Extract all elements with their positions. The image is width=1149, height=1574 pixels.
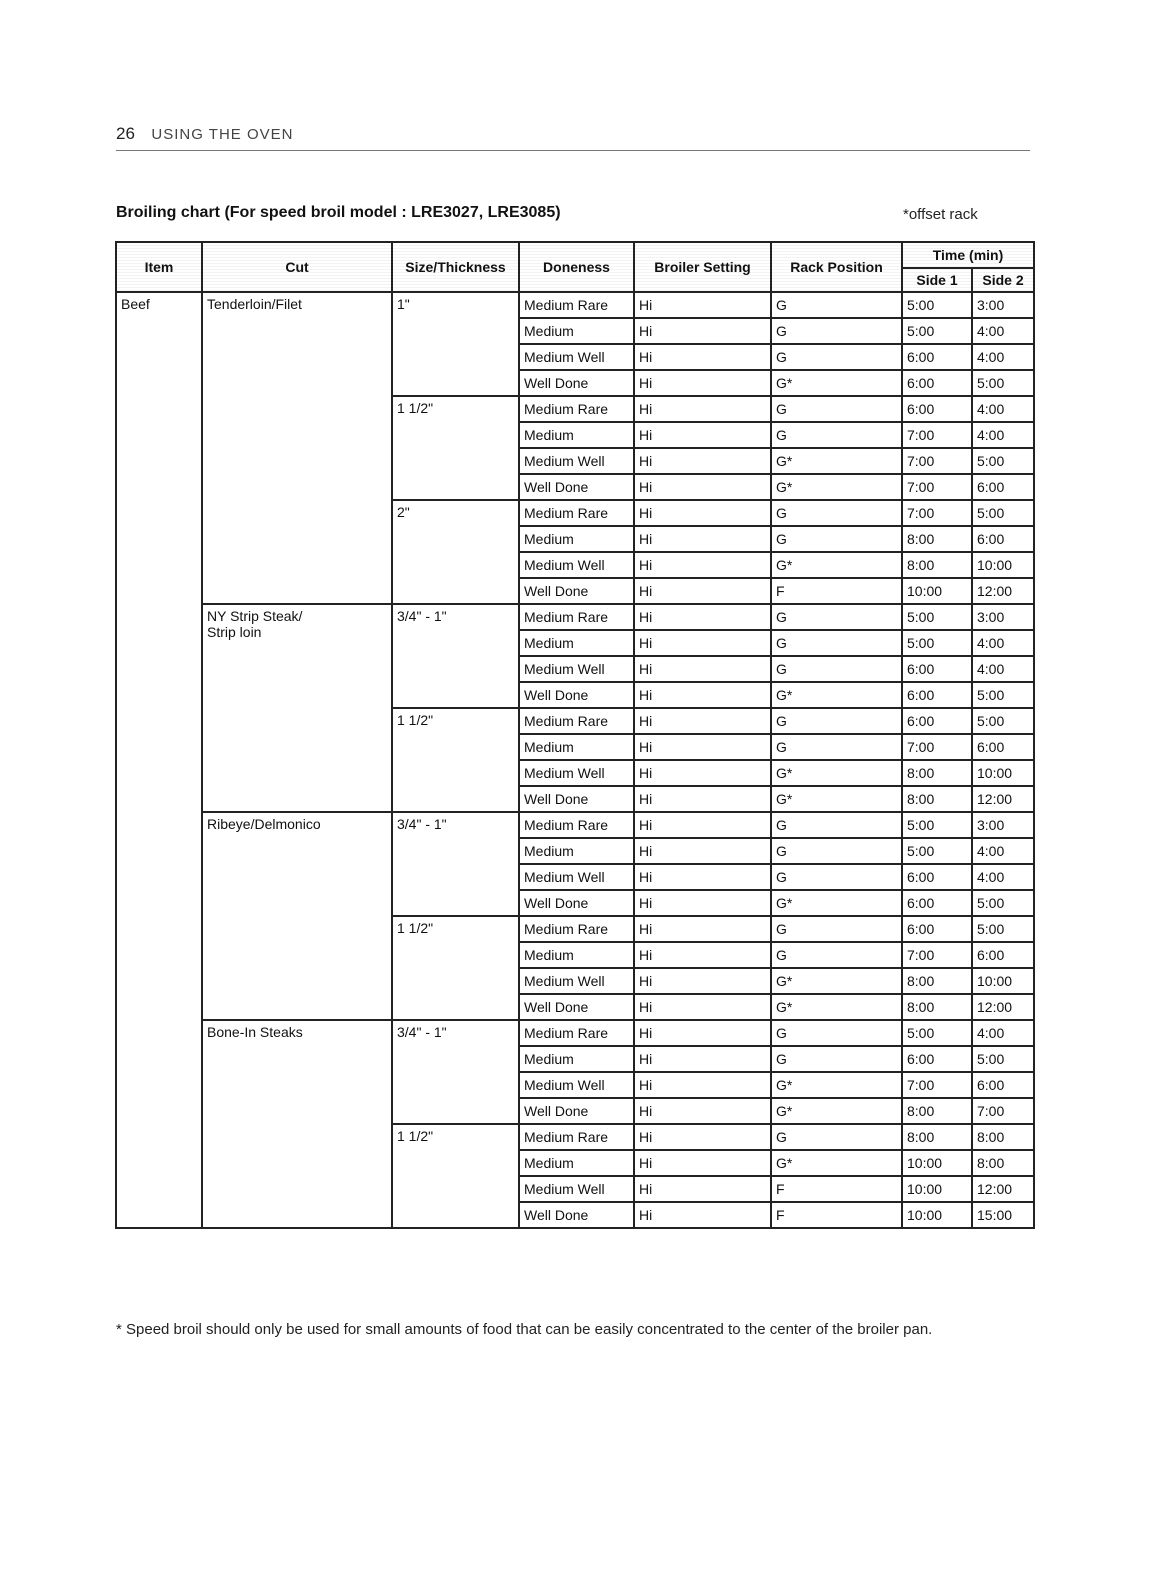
doneness-cell: Well Done bbox=[519, 890, 634, 916]
rack-position-cell: G bbox=[771, 734, 902, 760]
doneness-cell: Well Done bbox=[519, 786, 634, 812]
doneness-cell: Medium bbox=[519, 838, 634, 864]
rack-position-cell: G bbox=[771, 292, 902, 318]
broiler-setting-cell: Hi bbox=[634, 370, 771, 396]
doneness-cell: Medium Well bbox=[519, 656, 634, 682]
rack-position-cell: F bbox=[771, 1176, 902, 1202]
size-cell: 3/4" - 1" bbox=[392, 1020, 519, 1124]
side1-time-cell: 10:00 bbox=[902, 1150, 972, 1176]
footnote: * Speed broil should only be used for small amounts of food that can be easily concentrated to the center of the broiler pan. bbox=[116, 1321, 933, 1338]
size-cell: 1" bbox=[392, 292, 519, 396]
broiler-setting-cell: Hi bbox=[634, 994, 771, 1020]
broiler-setting-cell: Hi bbox=[634, 968, 771, 994]
broiler-setting-cell: Hi bbox=[634, 890, 771, 916]
broiler-setting-cell: Hi bbox=[634, 1020, 771, 1046]
rack-position-cell: G* bbox=[771, 760, 902, 786]
cut-cell bbox=[202, 292, 392, 604]
section-title: USING THE OVEN bbox=[151, 126, 294, 143]
doneness-cell: Well Done bbox=[519, 994, 634, 1020]
rack-position-cell: G* bbox=[771, 370, 902, 396]
side2-time-cell: 4:00 bbox=[972, 396, 1034, 422]
doneness-cell: Medium Well bbox=[519, 344, 634, 370]
side1-time-cell: 7:00 bbox=[902, 448, 972, 474]
side2-time-cell: 8:00 bbox=[972, 1124, 1034, 1150]
cut-cell bbox=[202, 604, 392, 812]
broiler-setting-cell: Hi bbox=[634, 448, 771, 474]
broiler-setting-cell: Hi bbox=[634, 1072, 771, 1098]
rack-position-cell: G* bbox=[771, 1072, 902, 1098]
rack-position-cell: G bbox=[771, 1124, 902, 1150]
side1-time-cell: 7:00 bbox=[902, 422, 972, 448]
doneness-cell: Medium Rare bbox=[519, 396, 634, 422]
side1-time-cell: 7:00 bbox=[902, 500, 972, 526]
rack-position-cell: G bbox=[771, 916, 902, 942]
table-body bbox=[116, 292, 1034, 1228]
rack-position-cell: G bbox=[771, 942, 902, 968]
broiler-setting-cell: Hi bbox=[634, 916, 771, 942]
broiler-setting-cell: Hi bbox=[634, 552, 771, 578]
doneness-cell: Medium Well bbox=[519, 552, 634, 578]
side2-time-cell: 4:00 bbox=[972, 630, 1034, 656]
side2-time-cell: 6:00 bbox=[972, 474, 1034, 500]
rack-position-cell: G* bbox=[771, 968, 902, 994]
col-side-1: Side 1 bbox=[902, 268, 972, 292]
side2-time-cell: 6:00 bbox=[972, 734, 1034, 760]
side2-time-cell: 5:00 bbox=[972, 500, 1034, 526]
rack-position-cell: G bbox=[771, 864, 902, 890]
side2-time-cell: 12:00 bbox=[972, 578, 1034, 604]
side2-time-cell: 10:00 bbox=[972, 968, 1034, 994]
table-header bbox=[116, 242, 1034, 292]
side1-time-cell: 8:00 bbox=[902, 526, 972, 552]
broiler-setting-cell: Hi bbox=[634, 318, 771, 344]
doneness-cell: Medium bbox=[519, 1046, 634, 1072]
col-time: Time (min) bbox=[902, 242, 1034, 268]
rack-position-cell: G* bbox=[771, 552, 902, 578]
side1-time-cell: 8:00 bbox=[902, 968, 972, 994]
side2-time-cell: 6:00 bbox=[972, 526, 1034, 552]
broiler-setting-cell: Hi bbox=[634, 422, 771, 448]
doneness-cell: Medium Well bbox=[519, 864, 634, 890]
table-row bbox=[116, 812, 1034, 838]
broiler-setting-cell: Hi bbox=[634, 812, 771, 838]
rack-position-cell: G bbox=[771, 812, 902, 838]
side1-time-cell: 6:00 bbox=[902, 708, 972, 734]
doneness-cell: Medium Rare bbox=[519, 708, 634, 734]
rack-position-cell: G bbox=[771, 604, 902, 630]
doneness-cell: Well Done bbox=[519, 578, 634, 604]
doneness-cell: Well Done bbox=[519, 474, 634, 500]
doneness-cell: Well Done bbox=[519, 1202, 634, 1228]
side1-time-cell: 5:00 bbox=[902, 838, 972, 864]
side2-time-cell: 15:00 bbox=[972, 1202, 1034, 1228]
page-number: 26 bbox=[116, 124, 135, 143]
side2-time-cell: 3:00 bbox=[972, 812, 1034, 838]
doneness-cell: Medium Well bbox=[519, 968, 634, 994]
broiler-setting-cell: Hi bbox=[634, 1046, 771, 1072]
side2-time-cell: 3:00 bbox=[972, 292, 1034, 318]
rack-position-cell: F bbox=[771, 1202, 902, 1228]
doneness-cell: Well Done bbox=[519, 370, 634, 396]
side2-time-cell: 12:00 bbox=[972, 994, 1034, 1020]
cut-name-line: NY Strip Steak/ bbox=[207, 608, 303, 624]
doneness-cell: Medium Rare bbox=[519, 1020, 634, 1046]
side1-time-cell: 8:00 bbox=[902, 552, 972, 578]
side2-time-cell: 4:00 bbox=[972, 656, 1034, 682]
side2-time-cell: 5:00 bbox=[972, 448, 1034, 474]
doneness-cell: Medium bbox=[519, 422, 634, 448]
side1-time-cell: 10:00 bbox=[902, 578, 972, 604]
rack-position-cell: G* bbox=[771, 1150, 902, 1176]
broiler-setting-cell: Hi bbox=[634, 656, 771, 682]
side2-time-cell: 5:00 bbox=[972, 890, 1034, 916]
size-cell: 3/4" - 1" bbox=[392, 604, 519, 708]
side2-time-cell: 5:00 bbox=[972, 708, 1034, 734]
rack-position-cell: G bbox=[771, 396, 902, 422]
broiler-setting-cell: Hi bbox=[634, 630, 771, 656]
rack-position-cell: G* bbox=[771, 890, 902, 916]
col-side-2: Side 2 bbox=[972, 268, 1034, 292]
side1-time-cell: 5:00 bbox=[902, 1020, 972, 1046]
side2-time-cell: 10:00 bbox=[972, 552, 1034, 578]
side2-time-cell: 5:00 bbox=[972, 1046, 1034, 1072]
side1-time-cell: 7:00 bbox=[902, 1072, 972, 1098]
rack-position-cell: G bbox=[771, 708, 902, 734]
side1-time-cell: 8:00 bbox=[902, 1098, 972, 1124]
rack-position-cell: G bbox=[771, 1046, 902, 1072]
doneness-cell: Medium bbox=[519, 942, 634, 968]
rack-position-cell: G* bbox=[771, 1098, 902, 1124]
side2-time-cell: 6:00 bbox=[972, 1072, 1034, 1098]
side1-time-cell: 6:00 bbox=[902, 864, 972, 890]
doneness-cell: Medium bbox=[519, 734, 634, 760]
side2-time-cell: 5:00 bbox=[972, 682, 1034, 708]
broiler-setting-cell: Hi bbox=[634, 292, 771, 318]
side2-time-cell: 12:00 bbox=[972, 1176, 1034, 1202]
side1-time-cell: 8:00 bbox=[902, 760, 972, 786]
rack-position-cell: G bbox=[771, 838, 902, 864]
cut-name-line: Tenderloin/Filet bbox=[207, 296, 302, 312]
col-broiler-setting: Broiler Setting bbox=[634, 242, 771, 292]
doneness-cell: Medium bbox=[519, 630, 634, 656]
size-cell: 1 1/2" bbox=[392, 1124, 519, 1228]
doneness-cell: Medium Well bbox=[519, 1176, 634, 1202]
rack-position-cell: G bbox=[771, 630, 902, 656]
doneness-cell: Medium Rare bbox=[519, 292, 634, 318]
side2-time-cell: 4:00 bbox=[972, 864, 1034, 890]
doneness-cell: Well Done bbox=[519, 682, 634, 708]
rack-position-cell: G* bbox=[771, 448, 902, 474]
broiler-setting-cell: Hi bbox=[634, 396, 771, 422]
doneness-cell: Medium Rare bbox=[519, 604, 634, 630]
side1-time-cell: 6:00 bbox=[902, 916, 972, 942]
side2-time-cell: 4:00 bbox=[972, 318, 1034, 344]
rack-position-cell: G bbox=[771, 500, 902, 526]
doneness-cell: Medium Well bbox=[519, 1072, 634, 1098]
broiler-setting-cell: Hi bbox=[634, 1098, 771, 1124]
side2-time-cell: 5:00 bbox=[972, 916, 1034, 942]
doneness-cell: Medium Rare bbox=[519, 1124, 634, 1150]
col-cut: Cut bbox=[202, 242, 392, 292]
broiling-chart-table bbox=[115, 241, 1035, 1229]
side1-time-cell: 6:00 bbox=[902, 396, 972, 422]
broiler-setting-cell: Hi bbox=[634, 578, 771, 604]
side2-time-cell: 4:00 bbox=[972, 344, 1034, 370]
side2-time-cell: 6:00 bbox=[972, 942, 1034, 968]
doneness-cell: Medium Well bbox=[519, 448, 634, 474]
side1-time-cell: 5:00 bbox=[902, 292, 972, 318]
broiler-setting-cell: Hi bbox=[634, 1124, 771, 1150]
cut-name-line: Ribeye/Delmonico bbox=[207, 816, 321, 832]
table-row bbox=[116, 1020, 1034, 1046]
side2-time-cell: 4:00 bbox=[972, 1020, 1034, 1046]
rack-position-cell: G bbox=[771, 1020, 902, 1046]
broiler-setting-cell: Hi bbox=[634, 682, 771, 708]
broiler-setting-cell: Hi bbox=[634, 344, 771, 370]
size-cell: 1 1/2" bbox=[392, 396, 519, 500]
rack-position-cell: G* bbox=[771, 994, 902, 1020]
rack-position-cell: G* bbox=[771, 474, 902, 500]
doneness-cell: Well Done bbox=[519, 1098, 634, 1124]
chart-title: Broiling chart (For speed broil model : LRE3027, LRE3085) bbox=[116, 204, 561, 221]
size-cell: 1 1/2" bbox=[392, 916, 519, 1020]
doneness-cell: Medium bbox=[519, 1150, 634, 1176]
doneness-cell: Medium Rare bbox=[519, 916, 634, 942]
broiler-setting-cell: Hi bbox=[634, 838, 771, 864]
doneness-cell: Medium Rare bbox=[519, 812, 634, 838]
broiler-setting-cell: Hi bbox=[634, 474, 771, 500]
side1-time-cell: 7:00 bbox=[902, 734, 972, 760]
broiler-setting-cell: Hi bbox=[634, 734, 771, 760]
broiler-setting-cell: Hi bbox=[634, 708, 771, 734]
side1-time-cell: 8:00 bbox=[902, 994, 972, 1020]
col-item: Item bbox=[116, 242, 202, 292]
rack-position-cell: F bbox=[771, 578, 902, 604]
broiler-setting-cell: Hi bbox=[634, 760, 771, 786]
doneness-cell: Medium Well bbox=[519, 760, 634, 786]
side2-time-cell: 4:00 bbox=[972, 838, 1034, 864]
side1-time-cell: 6:00 bbox=[902, 682, 972, 708]
broiler-setting-cell: Hi bbox=[634, 864, 771, 890]
rack-position-cell: G bbox=[771, 526, 902, 552]
table-row bbox=[116, 604, 1034, 630]
offset-rack-note: *offset rack bbox=[903, 206, 978, 223]
broiler-setting-cell: Hi bbox=[634, 942, 771, 968]
cut-cell bbox=[202, 1020, 392, 1228]
rack-position-cell: G* bbox=[771, 682, 902, 708]
size-cell: 3/4" - 1" bbox=[392, 812, 519, 916]
side1-time-cell: 5:00 bbox=[902, 318, 972, 344]
side2-time-cell: 12:00 bbox=[972, 786, 1034, 812]
doneness-cell: Medium bbox=[519, 318, 634, 344]
size-cell: 2" bbox=[392, 500, 519, 604]
side1-time-cell: 6:00 bbox=[902, 344, 972, 370]
doneness-cell: Medium bbox=[519, 526, 634, 552]
broiler-setting-cell: Hi bbox=[634, 1202, 771, 1228]
page-header bbox=[116, 124, 1030, 151]
side1-time-cell: 5:00 bbox=[902, 630, 972, 656]
broiler-setting-cell: Hi bbox=[634, 786, 771, 812]
side1-time-cell: 8:00 bbox=[902, 786, 972, 812]
broiler-setting-cell: Hi bbox=[634, 526, 771, 552]
side2-time-cell: 4:00 bbox=[972, 422, 1034, 448]
side1-time-cell: 6:00 bbox=[902, 656, 972, 682]
header-row bbox=[116, 242, 1034, 268]
cut-cell bbox=[202, 812, 392, 1020]
cut-name-line: Bone-In Steaks bbox=[207, 1024, 303, 1040]
side1-time-cell: 7:00 bbox=[902, 474, 972, 500]
side1-time-cell: 7:00 bbox=[902, 942, 972, 968]
side2-time-cell: 3:00 bbox=[972, 604, 1034, 630]
doneness-cell: Medium Rare bbox=[519, 500, 634, 526]
side2-time-cell: 10:00 bbox=[972, 760, 1034, 786]
rack-position-cell: G bbox=[771, 344, 902, 370]
broiler-setting-cell: Hi bbox=[634, 604, 771, 630]
size-cell: 1 1/2" bbox=[392, 708, 519, 812]
side2-time-cell: 8:00 bbox=[972, 1150, 1034, 1176]
item-cell: Beef bbox=[116, 292, 202, 1228]
side1-time-cell: 6:00 bbox=[902, 370, 972, 396]
rack-position-cell: G bbox=[771, 318, 902, 344]
broiler-setting-cell: Hi bbox=[634, 1150, 771, 1176]
rack-position-cell: G* bbox=[771, 786, 902, 812]
side2-time-cell: 5:00 bbox=[972, 370, 1034, 396]
col-doneness: Doneness bbox=[519, 242, 634, 292]
side1-time-cell: 10:00 bbox=[902, 1202, 972, 1228]
table-row bbox=[116, 292, 1034, 318]
cut-name-line: Strip loin bbox=[207, 624, 262, 640]
broiler-setting-cell: Hi bbox=[634, 1176, 771, 1202]
side1-time-cell: 6:00 bbox=[902, 1046, 972, 1072]
rack-position-cell: G bbox=[771, 422, 902, 448]
side1-time-cell: 6:00 bbox=[902, 890, 972, 916]
side1-time-cell: 5:00 bbox=[902, 604, 972, 630]
side1-time-cell: 5:00 bbox=[902, 812, 972, 838]
side1-time-cell: 8:00 bbox=[902, 1124, 972, 1150]
broiler-setting-cell: Hi bbox=[634, 500, 771, 526]
side2-time-cell: 7:00 bbox=[972, 1098, 1034, 1124]
side1-time-cell: 10:00 bbox=[902, 1176, 972, 1202]
col-rack-position: Rack Position bbox=[771, 242, 902, 292]
col-size: Size/Thickness bbox=[392, 242, 519, 292]
rack-position-cell: G bbox=[771, 656, 902, 682]
